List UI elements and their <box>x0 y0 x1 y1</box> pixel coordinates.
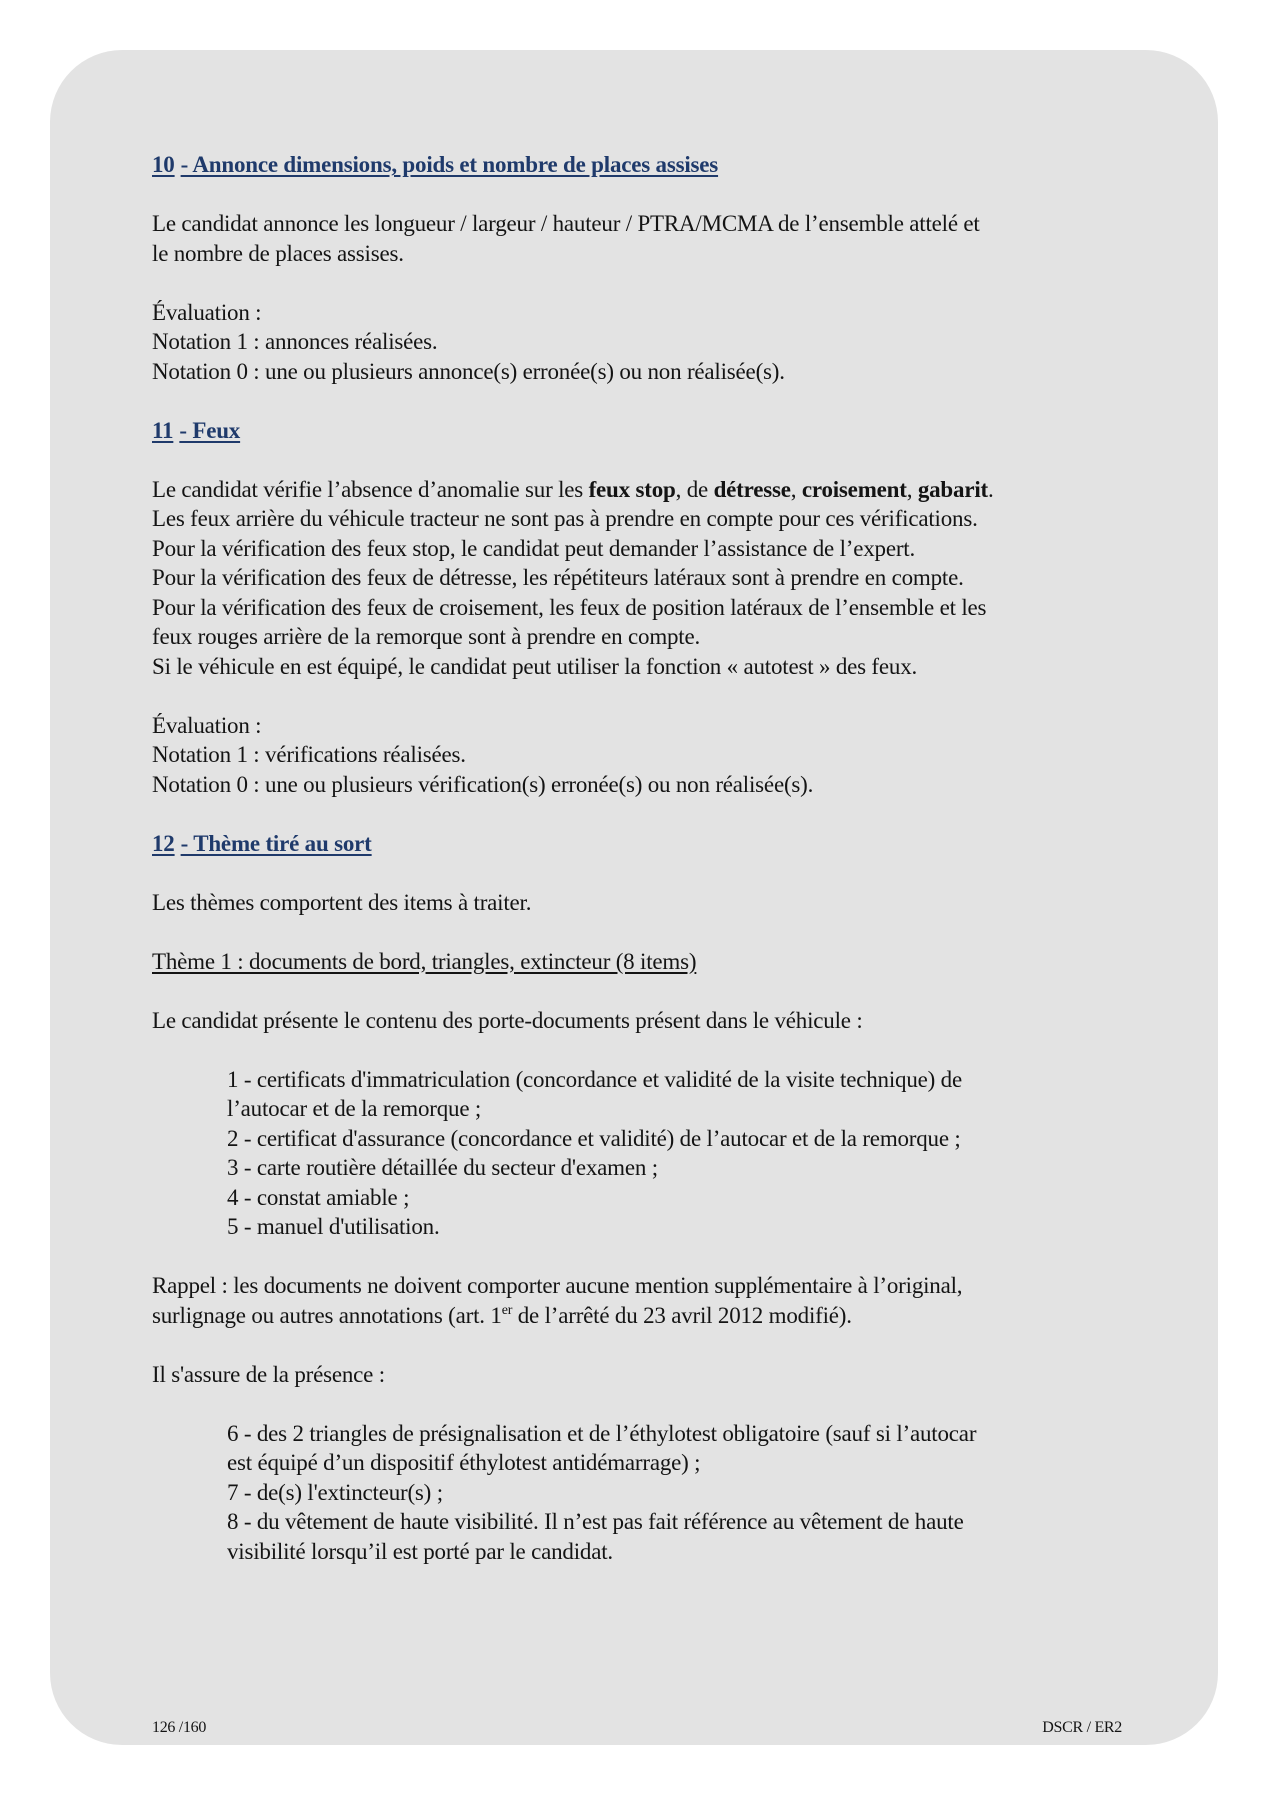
list-item: 7 - de(s) l'extincteur(s) ; <box>227 1479 443 1505</box>
list-item: 6 - des 2 triangles de présignalisation et de l’éthylotest obligatoire (sauf si l’autocar <box>227 1420 977 1446</box>
text-line: surlignage ou autres annotations (art. 1er de l’arrêté du 23 avril 2012 modifié). <box>152 1302 852 1328</box>
document-reference: DSCR / ER2 <box>1042 1719 1122 1736</box>
section-10-number: 10 <box>152 152 175 177</box>
text-line: Si le véhicule en est équipé, le candidat peut utiliser la fonction « autotest » des feux. <box>152 653 918 679</box>
section-11-title: - Feux <box>179 417 241 443</box>
rappel-paragraph <box>152 1271 1132 1330</box>
text-line: Rappel : les documents ne doivent comporter aucune mention supplémentaire à l’original, <box>152 1273 963 1298</box>
section-10-paragraph <box>152 209 1132 268</box>
section-10-title: - Annonce dimensions, poids et nombre de places assises <box>180 152 719 177</box>
document-content <box>152 150 1132 1566</box>
section-12-intro: Les thèmes comportent des items à traiter. <box>152 889 532 915</box>
section-11-heading <box>152 416 1132 446</box>
section-10-heading <box>152 150 1132 180</box>
section-11-number: 11 <box>152 417 174 443</box>
list-item: 3 - carte routière détaillée du secteur d'examen ; <box>227 1155 658 1180</box>
section-11-evaluation <box>152 711 1132 800</box>
list-item: 8 - du vêtement de haute visibilité. Il n’est pas fait référence au vêtement de haute <box>227 1509 964 1534</box>
documents-list <box>152 1065 1132 1242</box>
page-number: 126 /160 <box>152 1719 207 1736</box>
list-item: 2 - certificat d'assurance (concordance et validité) de l’autocar et de la remorque ; <box>227 1125 961 1151</box>
list-item-continuation: l’autocar et de la remorque ; <box>227 1096 482 1121</box>
list-item: 5 - manuel d'utilisation. <box>227 1214 440 1239</box>
text-line: Pour la vérification des feux stop, le candidat peut demander l’assistance de l’expert. <box>152 535 916 561</box>
list-item: 1 - certificats d'immatriculation (concordance et validité de la visite technique) de <box>227 1066 962 1092</box>
text-line: Pour la vérification des feux de détresse, les répétiteurs latéraux sont à prendre en compte. <box>152 565 964 590</box>
section-12-heading <box>152 829 1132 859</box>
evaluation-label: Évaluation : <box>152 712 262 738</box>
section-12-number: 12 <box>152 830 175 856</box>
presents-intro: Le candidat présente le contenu des porte-documents présent dans le véhicule : <box>152 1007 863 1033</box>
section-11-paragraph <box>152 475 1132 682</box>
text-line: feux rouges arrière de la remorque sont à prendre en compte. <box>152 624 701 649</box>
equipment-list <box>152 1419 1132 1567</box>
list-item-continuation: visibilité lorsqu’il est porté par le candidat. <box>227 1538 613 1564</box>
text-line: Le candidat annonce les longueur / largeur / hauteur / PTRA/MCMA de l’ensemble attelé et <box>152 211 980 236</box>
section-11-intro: Le candidat vérifie l’absence d’anomalie sur les feux stop, de détresse, croisement, gabarit. <box>152 476 994 502</box>
text-line: Pour la vérification des feux de croisement, les feux de position latéraux de l’ensemble et les <box>152 594 987 620</box>
section-12-title: - Thème tiré au sort <box>180 830 372 856</box>
notation-0: Notation 0 : une ou plusieurs annonce(s) erronée(s) ou non réalisée(s). <box>152 358 785 384</box>
evaluation-label: Évaluation : <box>152 299 262 325</box>
list-item-continuation: est équipé d’un dispositif éthylotest antidémarrage) ; <box>227 1450 701 1475</box>
theme-1-title: Thème 1 : documents de bord, triangles, extincteur (8 items) <box>152 948 697 974</box>
list-item: 4 - constat amiable ; <box>227 1184 410 1210</box>
text-line: Les feux arrière du véhicule tracteur ne sont pas à prendre en compte pour ces vérifications. <box>152 506 978 531</box>
section-10-evaluation <box>152 298 1132 387</box>
notation-0: Notation 0 : une ou plusieurs vérification(s) erronée(s) ou non réalisée(s). <box>152 771 814 797</box>
assure-intro: Il s'assure de la présence : <box>152 1361 385 1387</box>
notation-1: Notation 1 : vérifications réalisées. <box>152 742 466 767</box>
text-line: le nombre de places assises. <box>152 240 404 266</box>
notation-1: Notation 1 : annonces réalisées. <box>152 329 438 354</box>
